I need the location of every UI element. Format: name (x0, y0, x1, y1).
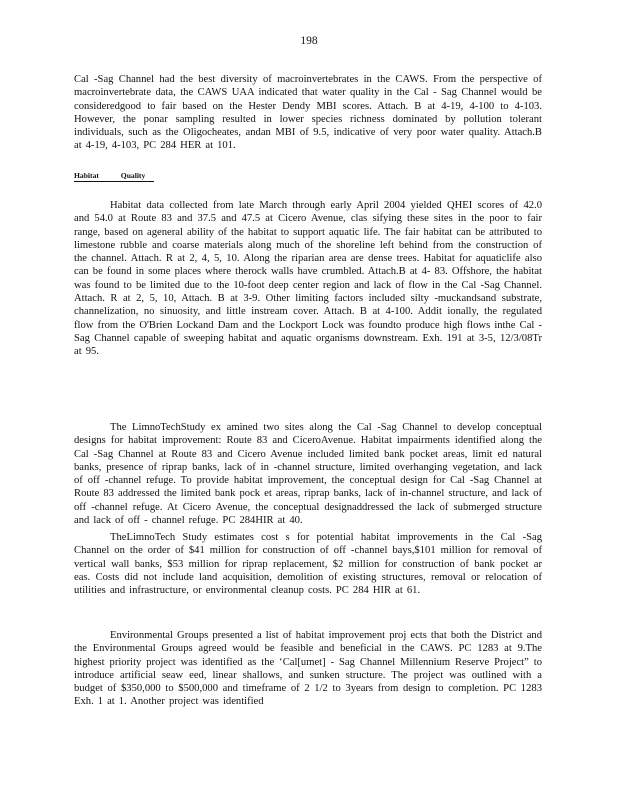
paragraph-text: Cal -Sag Channel had the best diversity of macroinvertebrates in the CAWS. From the perspective of macroinvertebrate data, the CAWS UAA indicated that water quality in the Cal - Sag Channel would be consideredgood to fair based on the Hester Dendy MBI scores. Attach. B at 4-19, 4-100 to 4-103. However, the ponar sampling resulted in lower species richness dominated by pollution tolerant individuals, such as the Oligocheates, andan MBI of 9.5, indicative of very poor water quality. Attach.B at 4-19, 4-103, PC 284 HER at 101. (74, 74, 542, 152)
paragraph-cost-estimates (74, 531, 542, 597)
paragraph-text: Environmental Groups presented a list of habitat improvement proj ects that both the District and the Environmental Groups agreed would be feasible and beneficial in the CAWS. PC 1283 at 9.The highest priority project was identified as the ‘Cal[umet] - Sag Channel Millennium Reserve Project” to introduce artificial seaw eed, linear shallows, and sunken structure. The project was outlined with a budget of $350,000 to $500,000 and timeframe of 2 1/2 to 3years from design to completion. PC 1283 Exh. 1 at 1. Another project was identified (74, 630, 542, 708)
paragraph-text: The LimnoTechStudy ex amined two sites along the Cal -Sag Channel to develop conceptual designs for habitat improvement: Route 83 and CiceroAvenue. Habitat impairments identified along the Cal -Sag Channel at Route 83 and Cicero Avenue included limited bank pocket areas, limit ed natural banks, presence of riprap banks, lack of in -channel structure, limited overhanging vegetation, and lack of off -channel refuge. To provide habitat improvement, the conceptual design for Cal -Sag Channel at Route 83 addressed the limited bank pock et areas, riprap banks, lack of in-channel structure, and lack of off -channel refuge. At Cicero Avenue, the conceptual designaddressed the lack of submerged structure and lack of off - channel refuge. PC 284HIR at 40. (74, 422, 542, 527)
paragraph-limnotech-study (74, 421, 542, 527)
page-number: 198 (300, 35, 318, 47)
section-heading-habitat-quality: Habitat Quality (74, 171, 154, 182)
paragraph-text: TheLimnoTech Study estimates cost s for potential habitat improvements in the Cal -Sag Channel on the order of $41 million for construction of off -channel bays,$101 million for removal of vertical wall banks, $53 million for riprap replacement, $2 million for construction of bank pocket ar eas. Costs did not include land acquisition, demolition of existing structures, removal or relocation of utilities and infrastructure, or environmental cleanup costs. PC 284 HIR at 61. (74, 532, 542, 597)
paragraph-text: Habitat data collected from late March through early April 2004 yielded QHEI scores of 42.0 and 54.0 at Route 83 and 37.5 and 47.5 at Cicero Avenue, clas sifying these sites in the poor to fair range, based on ageneral ability of the habitat to support aquatic life. The fair habitat can be attributed to limestone rubble and coarse materials along much of the shoreline left behind from the construction of the channel. Attach. R at 2, 4, 5, 10. Along the riparian area are dense trees. Habitat for aquaticlife also can be found in some places where therock walls have crumbled. Attach.B at 4- 83. Offshore, the habitat was found to be limited due to the 10-foot deep center region and lack of flow in the Cal -Sag Channel. Attach. R at 2, 5, 10, Attach. B at 3-9. Other limiting factors included silty -muckandsand substrate, channelization, no sinuosity, and little instream cover. Attach. B at 4-100. Addit ionally, the regulated flow from the O'Brien Lockand Dam and the Lockport Lock was foundto produce high flows inthe Cal -Sag Channel capable of sweeping habitat and aquatic organisms downstream. Exh. 191 at 3-5, 12/3/08Tr at 95. (74, 200, 543, 358)
paragraph-macroinvertebrates (74, 73, 542, 153)
paragraph-habitat-data (74, 199, 542, 359)
paragraph-environmental-groups (74, 629, 542, 709)
